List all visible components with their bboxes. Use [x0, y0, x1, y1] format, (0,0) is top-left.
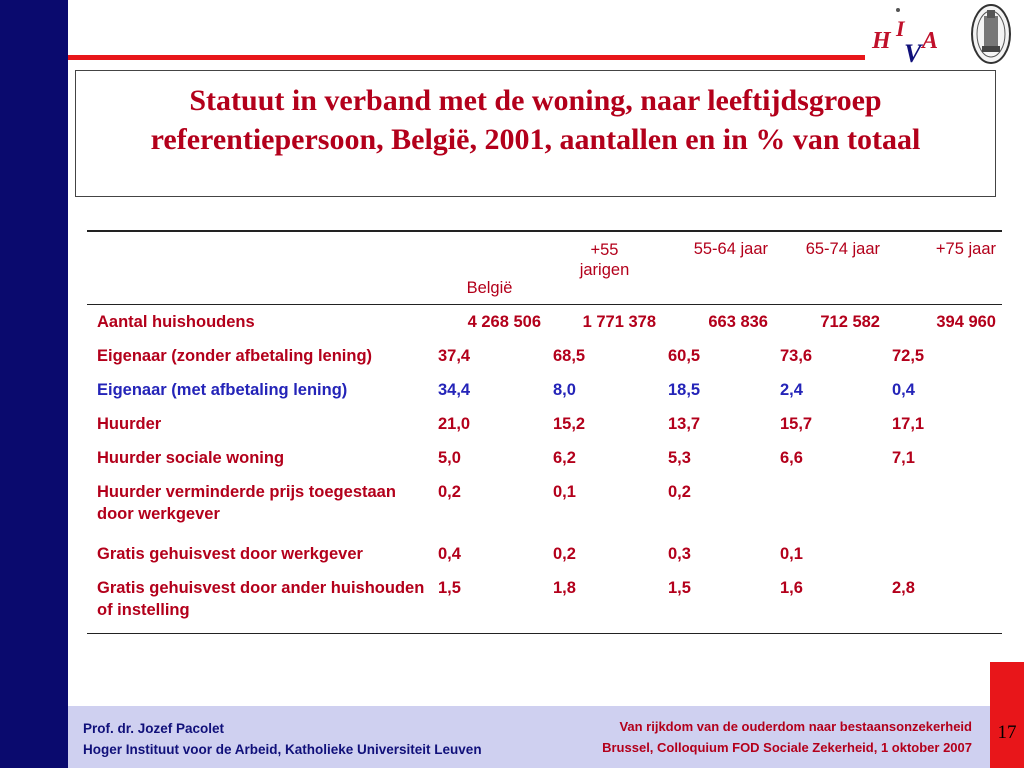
cell-55-plus: 15,2	[553, 414, 586, 433]
cell-belgie: 4 268 506	[467, 312, 541, 331]
header-55-jarigen	[547, 231, 662, 305]
header-65-74: 65-74 jaar	[805, 240, 880, 258]
top-red-line	[68, 55, 865, 60]
cell-65-74: 0,1	[780, 544, 803, 563]
cell-75-plus: 0,4	[892, 380, 915, 399]
cell-75-plus: 17,1	[892, 414, 925, 433]
cell-belgie: 0,4	[438, 544, 461, 563]
row-label: Eigenaar (zonder afbetaling lening)	[97, 346, 373, 365]
footer-institute: Hoger Instituut voor de Arbeid, Katholieke Universiteit Leuven	[83, 742, 482, 757]
cell-65-74: 15,7	[780, 414, 813, 433]
cell-75-plus: 72,5	[892, 346, 925, 365]
cell-belgie: 34,4	[438, 380, 471, 399]
cell-55-64: 18,5	[668, 380, 701, 399]
cell-75-plus: 2,8	[892, 579, 915, 597]
cell-65-74: 712 582	[820, 312, 880, 331]
title-line-1: Statuut in verband met de woning, naar leeftijdsgroep	[189, 84, 882, 117]
footer-event-title: Van rijkdom van de ouderdom naar bestaansonzekerheid	[619, 719, 972, 734]
row-label: Huurder	[97, 414, 162, 433]
university-seal	[970, 2, 1012, 66]
cell-55-plus: 6,2	[553, 448, 576, 467]
header-55-line-1: +55	[590, 241, 619, 259]
page-number: 17	[997, 722, 1017, 743]
header-55-64: 55-64 jaar	[693, 240, 768, 258]
svg-text:I: I	[896, 16, 905, 41]
svg-text:H: H	[872, 28, 891, 54]
cell-belgie: 0,2	[438, 483, 461, 501]
housing-status-table	[87, 230, 1002, 634]
cell-65-74	[774, 475, 886, 537]
title-line-2: referentiepersoon, België, 2001, aantallen en in % van totaal	[150, 123, 921, 156]
header-75-plus: +75 jaar	[935, 240, 996, 258]
footer-event-place: Brussel, Colloquium FOD Sociale Zekerheid, 1 oktober 2007	[602, 740, 972, 755]
cell-55-plus: 8,0	[553, 380, 576, 399]
cell-75-plus: 394 960	[936, 312, 996, 331]
page-number-box	[990, 662, 1024, 768]
cell-65-74: 1,6	[780, 579, 803, 597]
cell-55-64: 5,3	[668, 448, 691, 467]
cell-55-64: 663 836	[708, 312, 768, 331]
cell-55-64: 0,3	[668, 544, 691, 563]
table-row	[87, 373, 1002, 407]
cell-belgie: 5,0	[438, 448, 461, 467]
table-row	[87, 441, 1002, 475]
cell-75-plus	[886, 537, 1002, 571]
slide-title	[96, 81, 975, 159]
cell-75-plus	[886, 475, 1002, 537]
header-55-line-2: jarigen	[579, 261, 630, 279]
svg-text:V: V	[904, 39, 922, 68]
cell-55-64: 13,7	[668, 414, 701, 433]
row-label: Huurder verminderde prijs toegestaan door werkgever	[97, 483, 396, 523]
table-header-row	[87, 231, 1002, 305]
svg-text:A: A	[922, 28, 939, 54]
left-navy-bar	[0, 0, 68, 768]
cell-55-plus: 0,1	[553, 483, 576, 501]
cell-55-64: 60,5	[668, 346, 701, 365]
header-belgie: België	[466, 279, 513, 297]
cell-55-plus: 0,2	[553, 544, 576, 563]
row-label: Aantal huishoudens	[97, 312, 255, 331]
table-row	[87, 571, 1002, 634]
row-label: Gratis gehuisvest door ander huishouden of instelling	[97, 579, 425, 619]
table-row	[87, 305, 1002, 340]
header-empty	[87, 231, 432, 305]
footer-event-block	[602, 716, 972, 758]
row-label: Eigenaar (met afbetaling lening)	[97, 380, 348, 399]
cell-55-plus: 68,5	[553, 346, 586, 365]
table-row	[87, 407, 1002, 441]
cell-55-plus: 1 771 378	[582, 312, 656, 331]
row-label: Huurder sociale woning	[97, 448, 285, 467]
footer-author: Prof. dr. Jozef Pacolet	[83, 721, 225, 736]
table-row	[87, 537, 1002, 571]
cell-55-64: 1,5	[668, 579, 691, 597]
hiva-logo	[870, 4, 960, 68]
cell-55-plus: 1,8	[553, 579, 576, 597]
cell-65-74: 6,6	[780, 448, 803, 467]
cell-belgie: 21,0	[438, 414, 471, 433]
cell-55-64: 0,2	[668, 483, 691, 501]
footer-author-block	[83, 718, 482, 760]
cell-65-74: 2,4	[780, 380, 803, 399]
table-row	[87, 475, 1002, 537]
table-row	[87, 339, 1002, 373]
title-box	[75, 70, 996, 197]
cell-75-plus: 7,1	[892, 448, 915, 467]
cell-65-74: 73,6	[780, 346, 813, 365]
row-label: Gratis gehuisvest door werkgever	[97, 544, 363, 563]
cell-belgie: 37,4	[438, 346, 471, 365]
cell-belgie: 1,5	[438, 579, 461, 597]
